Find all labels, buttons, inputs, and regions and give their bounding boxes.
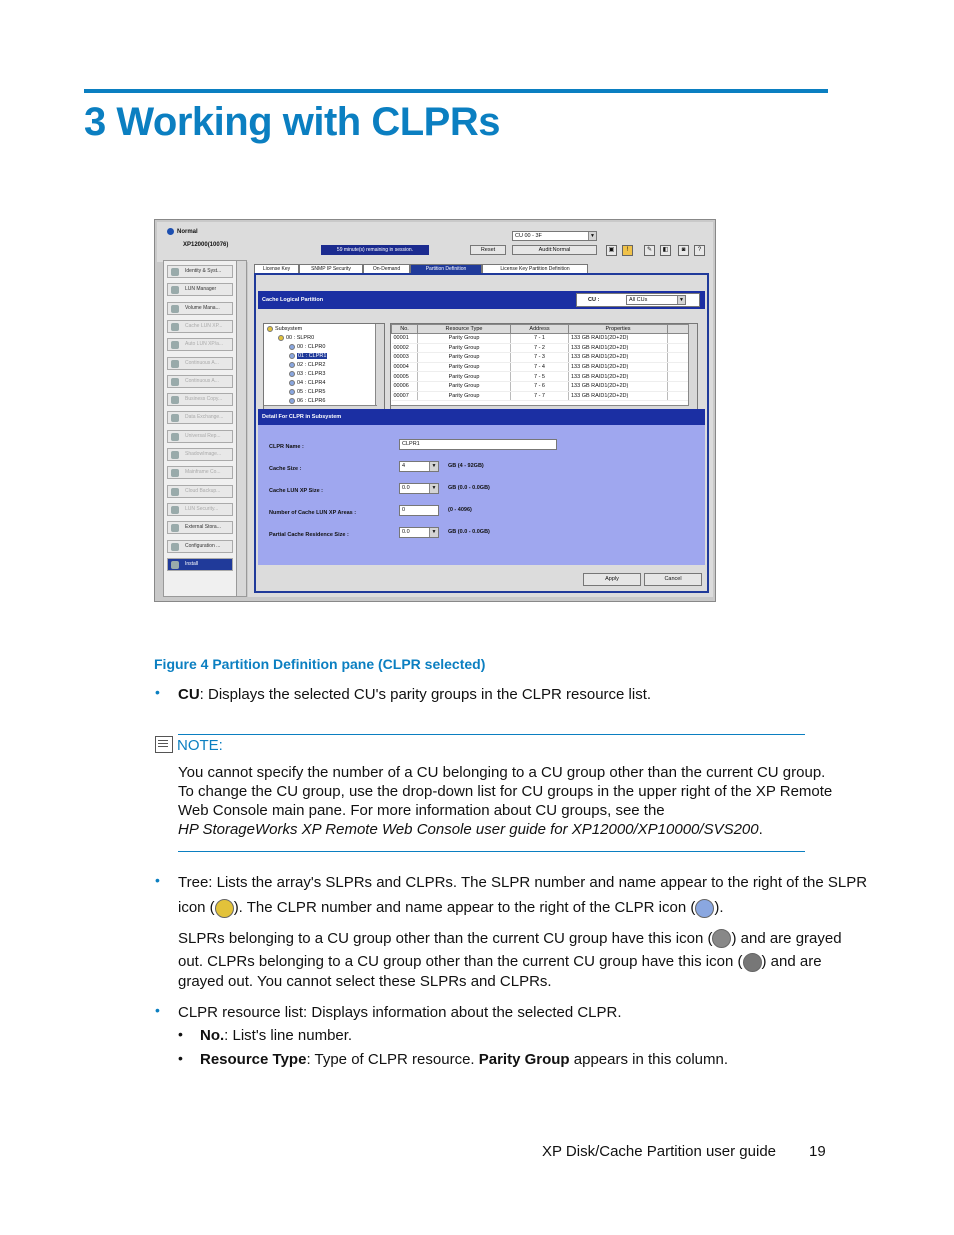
bullet-icon: • <box>155 872 160 888</box>
grayed-clpr-icon <box>743 953 762 972</box>
sidebar-item[interactable] <box>167 448 233 461</box>
tree-node-label: 06 : CLPR6 <box>297 398 326 404</box>
cu-range-select[interactable]: CU 00 - 3F ▼ <box>512 231 597 241</box>
program-icon <box>171 543 179 551</box>
table-cell: Parity Group <box>418 343 511 353</box>
tree-node[interactable] <box>267 325 302 334</box>
clpr-icon <box>289 371 295 377</box>
cache-size-label: Cache Size : <box>269 466 302 472</box>
resource-type-description: Resource Type: Type of CLPR resource. Parity Group appears in this column. <box>200 1051 729 1068</box>
sidebar-item[interactable] <box>167 302 233 315</box>
sidebar-item-label: Universal Rep... <box>185 432 221 439</box>
tree-scrollbar[interactable] <box>375 324 384 413</box>
session-timer: 59 minute(s) remaining in session. <box>321 245 429 255</box>
sidebar-item-label: Auto LUN XP/a... <box>185 341 224 348</box>
program-icon <box>171 561 179 569</box>
table-cell: Parity Group <box>418 334 511 344</box>
partition-definition-screenshot <box>154 219 716 602</box>
clpr-icon <box>289 389 295 395</box>
program-icon <box>171 488 179 496</box>
program-icon <box>171 396 179 404</box>
table-cell: 133 GB RAID1(2D+2D) <box>569 391 668 401</box>
tree-description: Tree: Lists the array's SLPRs and CLPRs. The SLPR number and name appear to the right of the SLPR icon ( ). The CLPR number and name appear to the right of the CLPR icon ( ). SLPRs belonging to a CU group other than the current CU group have this icon ( ) and are grayed out. CLPRs belonging to a CU group other than the current CU group have this icon ( ) and are grayed out. You cannot select these SLPRs and CLPRs. <box>178 874 868 990</box>
clpr-icon <box>695 899 714 918</box>
apply-button[interactable]: Apply <box>583 573 641 586</box>
cache-size-select[interactable]: 4 ▼ <box>399 461 439 472</box>
table-cell: 133 GB RAID1(2D+2D) <box>569 372 668 382</box>
residence-hint: GB (0.0 - 0.0GB) <box>448 529 490 535</box>
chevron-down-icon: ▼ <box>429 484 438 493</box>
audit-button[interactable]: Audit:Normal <box>512 245 597 255</box>
cache-logical-partition-header: Cache Logical Partition CU : All CUs ▼ <box>258 291 705 309</box>
slpr-clpr-tree <box>263 323 385 414</box>
detail-header: Detail For CLPR in Subsystem <box>258 409 705 425</box>
toolbar-icon-4[interactable]: ◧ <box>660 245 671 256</box>
sidebar-scrollbar[interactable] <box>236 261 246 596</box>
cache-lun-label: Cache LUN XP Size : <box>269 488 323 494</box>
clpr-icon <box>289 353 295 359</box>
program-icon <box>171 378 179 386</box>
note-top-rule <box>178 734 805 735</box>
sub-bullet-icon: • <box>178 1026 183 1042</box>
resource-list-description: CLPR resource list: Displays information about the selected CLPR. <box>178 1004 622 1021</box>
program-icon <box>171 305 179 313</box>
sidebar-item[interactable] <box>167 283 233 296</box>
program-icon <box>171 524 179 532</box>
clpr-icon <box>289 380 295 386</box>
sidebar <box>163 260 247 597</box>
sidebar-item[interactable] <box>167 265 233 278</box>
sidebar-item-label: Cache LUN XP... <box>185 322 223 329</box>
cu-description: CU: Displays the selected CU's parity groups in the CLPR resource list. <box>178 686 652 703</box>
tab-partition-definition[interactable]: Partition Definition <box>410 264 482 274</box>
program-icon <box>171 323 179 331</box>
help-icon[interactable]: ? <box>694 245 705 256</box>
program-icon <box>171 433 179 441</box>
sidebar-item[interactable] <box>167 393 233 406</box>
sidebar-item-label: External Stora... <box>185 524 221 531</box>
toolbar-icon-5[interactable]: ◙ <box>678 245 689 256</box>
clpr-icon <box>289 362 295 368</box>
table-cell: 133 GB RAID1(2D+2D) <box>569 343 668 353</box>
slpr-icon <box>215 899 234 918</box>
tree-node[interactable] <box>289 388 325 397</box>
sidebar-item-label: Identity & Syst... <box>185 268 222 274</box>
column-header[interactable]: No. <box>392 325 418 334</box>
table-cell: 7 - 5 <box>511 372 569 382</box>
residence-select[interactable]: 0.0 ▼ <box>399 527 439 538</box>
sidebar-item[interactable] <box>167 338 233 351</box>
chevron-down-icon: ▼ <box>429 462 438 471</box>
tree-node-label: 02 : CLPR2 <box>297 362 326 368</box>
sidebar-item-label: LUN Manager <box>185 286 217 293</box>
tree-node-label: 04 : CLPR4 <box>297 380 326 386</box>
areas-input[interactable]: 0 <box>399 505 439 516</box>
sidebar-item-label: LUN Security... <box>185 505 219 512</box>
table-row[interactable] <box>392 391 691 401</box>
table-row[interactable] <box>392 334 691 344</box>
table-row[interactable] <box>392 362 691 372</box>
table-cell: 133 GB RAID1(2D+2D) <box>569 353 668 363</box>
chevron-down-icon: ▼ <box>677 296 685 304</box>
table-cell: 00004 <box>392 362 418 372</box>
toolbar-icon-1[interactable]: ▣ <box>606 245 617 256</box>
note-body: You cannot specify the number of a CU belonging to a CU group other than the current CU group. To change the CU group, use the drop-down list for CU groups in the upper right of the XP Remote Web Console main pane. For more information about CU groups, see the HP StorageWorks XP Remote Web Console user guide for XP12000/XP10000/SVS200. <box>178 764 833 838</box>
tree-node-label: Subsystem <box>275 326 303 332</box>
clpr-name-label: CLPR Name : <box>269 444 304 450</box>
chevron-down-icon: ▼ <box>429 528 438 537</box>
edit-icon[interactable]: ✎ <box>644 245 655 256</box>
table-cell: 7 - 2 <box>511 343 569 353</box>
note-label: NOTE: <box>177 737 223 754</box>
table-row[interactable] <box>392 353 691 363</box>
table-cell: 133 GB RAID1(2D+2D) <box>569 362 668 372</box>
sidebar-item[interactable] <box>167 466 233 479</box>
sidebar-item[interactable] <box>167 558 233 571</box>
slpr-icon <box>278 335 284 341</box>
sidebar-item-label: Continuous A... <box>185 377 219 384</box>
sidebar-item-label: Install <box>185 560 199 567</box>
tab-snmp-ip-security[interactable]: SNMP IP Security <box>299 264 363 274</box>
sidebar-item[interactable] <box>167 521 233 534</box>
table-cell: Parity Group <box>418 391 511 401</box>
tree-node[interactable] <box>289 343 325 352</box>
cu-label: CU : <box>588 297 600 303</box>
sidebar-item-label: ShadowImage... <box>185 451 222 457</box>
table-cell: 00006 <box>392 381 418 391</box>
sidebar-item-label: Data Exchange... <box>185 414 224 421</box>
sidebar-item[interactable] <box>167 375 233 388</box>
program-icon <box>171 268 179 276</box>
program-icon <box>171 341 179 349</box>
table-cell: 7 - 3 <box>511 353 569 363</box>
sidebar-item[interactable] <box>167 503 233 516</box>
tree-node[interactable] <box>289 370 325 379</box>
program-icon <box>171 506 179 514</box>
tree-node-label: 01 : CLPR1 <box>298 353 327 359</box>
cu-select[interactable]: All CUs ▼ <box>626 295 686 305</box>
chapter-title: 3 Working with CLPRs <box>84 100 500 144</box>
clpr-icon <box>289 344 295 350</box>
table-cell: 7 - 7 <box>511 391 569 401</box>
table-cell: 133 GB RAID1(2D+2D) <box>569 334 668 344</box>
grid-scrollbar[interactable] <box>688 324 697 413</box>
chevron-down-icon: ▼ <box>588 232 596 240</box>
detail-form <box>258 425 705 565</box>
table-cell: 00007 <box>392 391 418 401</box>
tree-node[interactable] <box>289 379 325 388</box>
program-icon <box>171 286 179 294</box>
tree-node[interactable] <box>278 334 314 343</box>
clpr-name-input[interactable]: CLPR1 <box>399 439 557 450</box>
cache-size-hint: GB (4 - 92GB) <box>448 463 484 469</box>
table-cell: 7 - 4 <box>511 362 569 372</box>
table-cell: 00001 <box>392 334 418 344</box>
table-row[interactable] <box>392 372 691 382</box>
page-number: 19 <box>809 1143 826 1160</box>
table-cell: 133 GB RAID1(2D+2D) <box>569 381 668 391</box>
program-icon <box>171 469 179 477</box>
reset-button[interactable]: Reset <box>470 245 506 255</box>
no-description: No.: List's line number. <box>200 1027 353 1044</box>
clpr-resource-list <box>390 323 698 414</box>
sidebar-item-label: Mainframe Co... <box>185 469 221 476</box>
tree-node[interactable] <box>289 361 325 370</box>
partition-panel <box>254 273 709 593</box>
areas-label: Number of Cache LUN XP Areas : <box>269 510 357 516</box>
column-header[interactable]: Address <box>511 325 569 334</box>
residence-label: Partial Cache Residence Size : <box>269 532 349 538</box>
table-cell: Parity Group <box>418 362 511 372</box>
program-icon <box>171 360 179 368</box>
folder-icon <box>267 326 273 332</box>
sub-bullet-icon: • <box>178 1050 183 1066</box>
grayed-slpr-icon <box>712 929 731 948</box>
top-area <box>157 222 713 262</box>
bullet-icon: • <box>155 684 160 700</box>
main-pane <box>248 260 713 597</box>
figure-caption: Figure 4 Partition Definition pane (CLPR selected) <box>154 656 486 672</box>
sidebar-item-label: Continuous A... <box>185 359 219 366</box>
tree-node[interactable] <box>289 352 327 361</box>
sidebar-item-label: Business Copy... <box>185 396 223 403</box>
sidebar-item[interactable] <box>167 430 233 443</box>
sidebar-item-label: Cloud Backup... <box>185 487 221 494</box>
areas-hint: (0 - 4096) <box>448 507 472 513</box>
table-cell: Parity Group <box>418 353 511 363</box>
column-header[interactable]: Properties <box>569 325 668 334</box>
tree-node-label: 03 : CLPR3 <box>297 371 326 377</box>
tree-node-label: 05 : CLPR5 <box>297 389 326 395</box>
table-cell: Parity Group <box>418 372 511 382</box>
sidebar-item[interactable] <box>167 320 233 333</box>
chapter-rule <box>84 89 828 93</box>
serial-number: XP12000(10076) <box>183 242 229 248</box>
tree-node-label: 00 : SLPR0 <box>286 335 315 341</box>
cache-lun-select[interactable]: 0.0 ▼ <box>399 483 439 494</box>
column-header[interactable]: Resource Type <box>418 325 511 334</box>
table-cell: Parity Group <box>418 381 511 391</box>
table-row[interactable] <box>392 381 691 391</box>
toolbar-icon-2[interactable]: ! <box>622 245 633 256</box>
table-cell: 00003 <box>392 353 418 363</box>
tab-license-key[interactable]: License Key <box>254 264 299 274</box>
note-bottom-rule <box>178 851 805 852</box>
program-icon <box>171 414 179 422</box>
sidebar-item[interactable] <box>167 485 233 498</box>
tab-license-key-partition-definition[interactable]: License Key Partition Definition <box>482 264 588 274</box>
sidebar-item-label: Configuration ... <box>185 542 221 549</box>
note-icon <box>155 736 173 753</box>
sidebar-item[interactable] <box>167 357 233 370</box>
table-cell: 7 - 6 <box>511 381 569 391</box>
sidebar-item[interactable] <box>167 411 233 424</box>
sidebar-item[interactable] <box>167 540 233 553</box>
status-icon <box>167 228 174 235</box>
bullet-icon: • <box>155 1002 160 1018</box>
table-cell: 00005 <box>392 372 418 382</box>
sidebar-item-label: Volume Mana... <box>185 304 220 311</box>
footer-title: XP Disk/Cache Partition user guide <box>542 1143 777 1160</box>
table-cell: 7 - 1 <box>511 334 569 344</box>
tab-on-demand[interactable]: On-Demand <box>363 264 410 274</box>
cancel-button[interactable]: Cancel <box>644 573 702 586</box>
table-row[interactable] <box>392 343 691 353</box>
clpr-icon <box>289 398 295 404</box>
status: Normal <box>167 228 198 235</box>
cache-lun-hint: GB (0.0 - 0.0GB) <box>448 485 490 491</box>
tree-node-label: 00 : CLPR0 <box>297 344 326 350</box>
table-cell: 00002 <box>392 343 418 353</box>
program-icon <box>171 451 179 459</box>
